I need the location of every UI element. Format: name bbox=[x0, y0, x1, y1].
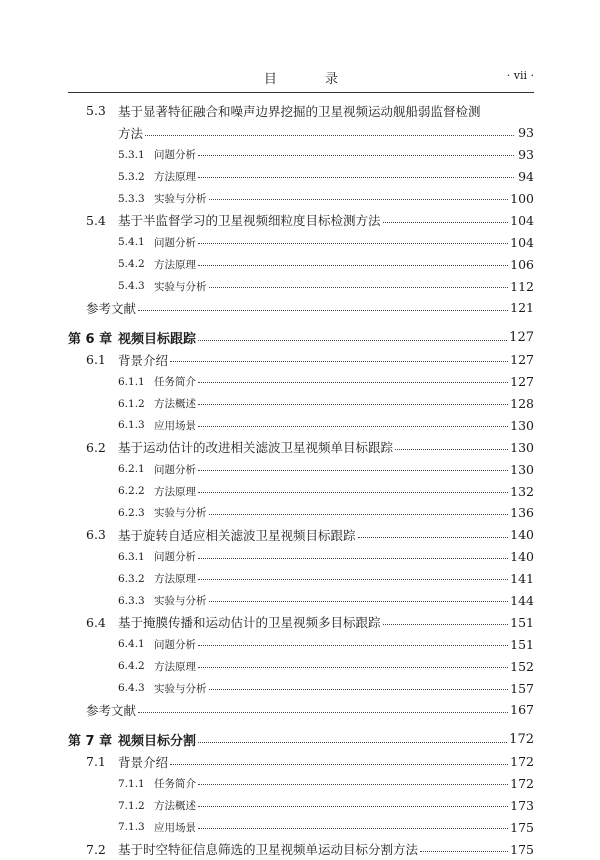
toc-entry-number: 5.3.1 bbox=[118, 148, 145, 161]
toc-entry-title: 应用场景 bbox=[154, 419, 196, 432]
dot-leader bbox=[383, 612, 509, 626]
toc-entry-number: 6.4.1 bbox=[118, 638, 145, 651]
dot-leader bbox=[198, 796, 508, 808]
toc-entry-number: 第 7 章 bbox=[68, 734, 113, 750]
toc-entry-number: 7.1.3 bbox=[118, 821, 145, 834]
toc-section-entry[interactable] bbox=[68, 751, 534, 773]
toc-entry-title: 方法概述 bbox=[154, 398, 196, 411]
toc-entry-number: 7.1.1 bbox=[118, 777, 145, 790]
dot-leader bbox=[198, 372, 508, 384]
toc-subsection-entry[interactable] bbox=[68, 231, 534, 253]
dot-leader bbox=[209, 591, 509, 603]
toc-subsection-entry[interactable] bbox=[68, 275, 534, 297]
page-number: · vii · bbox=[506, 69, 534, 82]
toc-references-entry[interactable] bbox=[68, 699, 534, 721]
toc-entry-page: 173 bbox=[510, 798, 534, 814]
toc-section-entry[interactable] bbox=[68, 436, 534, 458]
toc-entry-page: 130 bbox=[510, 417, 534, 433]
toc-entry-title: 应用场景 bbox=[154, 821, 196, 834]
toc-subsection-entry[interactable] bbox=[68, 393, 534, 415]
toc-entry-title: 背景介绍 bbox=[118, 754, 169, 770]
toc-entry-number: 6.1 bbox=[86, 352, 106, 368]
toc-section-entry[interactable] bbox=[68, 209, 534, 231]
dot-leader bbox=[209, 503, 509, 515]
dot-leader bbox=[198, 729, 507, 743]
toc-entry-number: 6.2.1 bbox=[118, 463, 145, 476]
dot-leader bbox=[358, 524, 509, 538]
toc-entry-number: 7.1.2 bbox=[118, 799, 145, 812]
dot-leader bbox=[198, 635, 508, 647]
toc-entry-page: 175 bbox=[510, 819, 534, 835]
toc-entry-page: 172 bbox=[510, 776, 534, 792]
toc-entry-page: 93 bbox=[518, 147, 534, 163]
dot-leader bbox=[198, 481, 508, 493]
toc-entry-page: 172 bbox=[509, 732, 534, 748]
toc-entry-page: 175 bbox=[510, 841, 534, 857]
toc-entry-title: 实验与分析 bbox=[154, 193, 207, 205]
toc-entry-number: 5.3.2 bbox=[118, 170, 145, 183]
toc-entry-page: 104 bbox=[510, 234, 534, 250]
toc-entry-title: 实验与分析 bbox=[154, 682, 207, 695]
toc-entry-title: 方法概述 bbox=[154, 800, 196, 813]
toc-entry-number: 6.3.1 bbox=[118, 550, 145, 563]
toc-entry-title: 问题分析 bbox=[154, 463, 196, 476]
dot-leader bbox=[209, 189, 509, 201]
toc-entry-title: 方法原理 bbox=[154, 573, 196, 586]
toc-entry-page: 141 bbox=[510, 571, 534, 587]
toc-entry-number: 第 6 章 bbox=[68, 332, 113, 348]
toc-entry-title: 问题分析 bbox=[154, 149, 196, 162]
toc-entry-title: 方法 bbox=[118, 125, 144, 141]
toc-entry-title: 实验与分析 bbox=[154, 507, 207, 520]
section-gap bbox=[68, 319, 534, 327]
dot-leader bbox=[198, 656, 508, 668]
toc-entry-number: 6.3.2 bbox=[118, 572, 145, 585]
toc-entry-page: 140 bbox=[510, 549, 534, 565]
toc-entry-number: 6.1.2 bbox=[118, 397, 145, 410]
toc-entry-number: 5.4.2 bbox=[118, 258, 145, 271]
toc-entry-number: 5.4.3 bbox=[118, 280, 145, 293]
page-title: 目 录 bbox=[263, 72, 361, 87]
toc-references-entry[interactable] bbox=[68, 297, 534, 319]
toc-entry-title: 实验与分析 bbox=[154, 280, 207, 293]
toc-subsection-entry[interactable] bbox=[68, 795, 534, 817]
table-of-contents bbox=[68, 100, 534, 860]
toc-entry-title: 基于时空特征信息筛选的卫星视频单运动目标分割方法 bbox=[118, 842, 419, 858]
dot-leader bbox=[209, 276, 509, 288]
toc-entry-title: 实验与分析 bbox=[154, 595, 207, 608]
toc-entry-page: 172 bbox=[510, 754, 534, 770]
toc-entry-page: 152 bbox=[510, 658, 534, 674]
toc-entry-title: 问题分析 bbox=[154, 551, 196, 564]
toc-entry-page: 94 bbox=[518, 169, 534, 185]
toc-section-entry[interactable] bbox=[68, 524, 534, 546]
toc-entry-title: 方法原理 bbox=[154, 485, 196, 498]
dot-leader bbox=[383, 210, 509, 224]
toc-entry-number: 6.4 bbox=[86, 614, 106, 630]
dot-leader bbox=[198, 416, 508, 428]
dot-leader bbox=[198, 459, 508, 471]
toc-entry-title: 任务简介 bbox=[154, 376, 196, 389]
toc-subsection-entry[interactable] bbox=[68, 188, 534, 210]
toc-entry-number: 6.3 bbox=[86, 527, 106, 543]
toc-entry-page: 128 bbox=[510, 396, 534, 412]
toc-entry-title: 方法原理 bbox=[154, 171, 196, 184]
toc-entry-title: 视频目标分割 bbox=[118, 734, 197, 750]
page-header bbox=[68, 66, 534, 88]
toc-entry-page: 112 bbox=[510, 278, 534, 294]
toc-subsection-entry[interactable] bbox=[68, 414, 534, 436]
dot-leader bbox=[198, 254, 508, 266]
toc-section-entry[interactable] bbox=[68, 838, 534, 860]
toc-entry-number: 6.2 bbox=[86, 439, 106, 455]
toc-entry-page: 127 bbox=[509, 330, 534, 346]
toc-entry-page: 136 bbox=[510, 505, 534, 521]
toc-subsection-entry[interactable] bbox=[68, 166, 534, 188]
toc-entry-page: 121 bbox=[510, 300, 534, 316]
toc-entry-page: 144 bbox=[510, 593, 534, 609]
toc-subsection-entry[interactable] bbox=[68, 590, 534, 612]
toc-entry-page: 130 bbox=[510, 461, 534, 477]
toc-chapter-entry[interactable] bbox=[68, 327, 534, 349]
toc-entry-title: 背景介绍 bbox=[118, 352, 169, 368]
toc-entry-page: 157 bbox=[510, 680, 534, 696]
dot-leader bbox=[198, 774, 508, 786]
toc-section-entry[interactable] bbox=[68, 611, 534, 633]
toc-subsection-entry[interactable] bbox=[68, 502, 534, 524]
toc-entry-continuation[interactable] bbox=[68, 122, 534, 144]
toc-section-entry[interactable] bbox=[68, 349, 534, 371]
toc-entry-title: 基于半监督学习的卫星视频细粒度目标检测方法 bbox=[118, 213, 381, 229]
toc-subsection-entry[interactable] bbox=[68, 633, 534, 655]
dot-leader bbox=[198, 233, 508, 245]
dot-leader bbox=[138, 297, 508, 311]
toc-entry-page: 167 bbox=[510, 702, 534, 718]
section-gap bbox=[68, 721, 534, 729]
toc-entry-number: 6.3.3 bbox=[118, 594, 145, 607]
toc-entry-number: 6.1.1 bbox=[118, 375, 145, 388]
toc-entry-title: 基于运动估计的改进相关滤波卫星视频单目标跟踪 bbox=[118, 440, 394, 456]
toc-entry-page: 106 bbox=[510, 256, 534, 272]
toc-subsection-entry[interactable] bbox=[68, 817, 534, 839]
toc-entry-page: 151 bbox=[510, 614, 534, 630]
dot-leader bbox=[420, 839, 508, 853]
toc-chapter-entry[interactable] bbox=[68, 729, 534, 751]
toc-entry-page: 151 bbox=[510, 636, 534, 652]
toc-subsection-entry[interactable] bbox=[68, 253, 534, 275]
toc-entry-number: 7.1 bbox=[86, 754, 106, 770]
header-rule bbox=[68, 92, 534, 93]
toc-entry-page: 93 bbox=[518, 125, 534, 141]
toc-subsection-entry[interactable] bbox=[68, 568, 534, 590]
dot-leader bbox=[198, 818, 508, 830]
toc-entry-title: 方法原理 bbox=[154, 660, 196, 673]
toc-entry-page: 130 bbox=[510, 439, 534, 455]
toc-entry-number: 6.2.2 bbox=[118, 485, 145, 498]
toc-entry-number: 7.2 bbox=[86, 841, 106, 857]
toc-subsection-entry[interactable] bbox=[68, 144, 534, 166]
dot-leader bbox=[395, 437, 508, 451]
toc-entry-number: 5.4 bbox=[86, 212, 106, 228]
toc-subsection-entry[interactable] bbox=[68, 546, 534, 568]
toc-subsection-entry[interactable] bbox=[68, 480, 534, 502]
toc-entry-number: 5.3.3 bbox=[118, 192, 145, 205]
dot-leader bbox=[198, 167, 514, 179]
dot-leader bbox=[170, 751, 508, 765]
toc-entry-number: 6.4.2 bbox=[118, 660, 145, 673]
toc-entry-page: 104 bbox=[510, 212, 534, 228]
toc-subsection-entry[interactable] bbox=[68, 773, 534, 795]
toc-entry-page: 127 bbox=[510, 352, 534, 368]
dot-leader bbox=[198, 569, 508, 581]
toc-entry-title: 基于旋转自适应相关滤波卫星视频目标跟踪 bbox=[118, 527, 356, 543]
toc-entry-number: 6.2.3 bbox=[118, 506, 145, 519]
toc-entry-page: 127 bbox=[510, 374, 534, 390]
toc-entry-title: 视频目标跟踪 bbox=[118, 332, 197, 348]
dot-leader bbox=[198, 145, 514, 157]
toc-entry-number: 6.4.3 bbox=[118, 682, 145, 695]
dot-leader bbox=[170, 349, 508, 363]
toc-entry-number: 6.1.3 bbox=[118, 419, 145, 432]
dot-leader bbox=[145, 122, 514, 136]
toc-entry-title: 参考文献 bbox=[86, 702, 137, 718]
toc-entry-page: 140 bbox=[510, 527, 534, 543]
dot-leader bbox=[198, 327, 507, 341]
dot-leader bbox=[138, 699, 508, 713]
toc-subsection-entry[interactable] bbox=[68, 458, 534, 480]
dot-leader bbox=[209, 678, 509, 690]
toc-entry-number: 5.3 bbox=[86, 103, 106, 119]
toc-entry-title: 参考文献 bbox=[86, 300, 137, 316]
dot-leader bbox=[198, 547, 508, 559]
toc-entry-page: 132 bbox=[510, 483, 534, 499]
toc-section-entry[interactable] bbox=[68, 100, 534, 122]
toc-entry-page: 100 bbox=[510, 191, 534, 206]
toc-entry-title: 任务简介 bbox=[154, 778, 196, 791]
toc-entry-title: 问题分析 bbox=[154, 638, 196, 651]
toc-entry-title: 问题分析 bbox=[154, 236, 196, 249]
toc-subsection-entry[interactable] bbox=[68, 677, 534, 699]
toc-entry-title: 基于掩膜传播和运动估计的卫星视频多目标跟踪 bbox=[118, 615, 381, 631]
toc-entry-title: 基于显著特征融合和噪声边界挖掘的卫星视频运动舰船弱监督检测 bbox=[118, 103, 481, 119]
toc-entry-number: 5.4.1 bbox=[118, 236, 145, 249]
toc-subsection-entry[interactable] bbox=[68, 371, 534, 393]
toc-subsection-entry[interactable] bbox=[68, 655, 534, 677]
dot-leader bbox=[198, 394, 508, 406]
toc-entry-title: 方法原理 bbox=[154, 258, 196, 271]
